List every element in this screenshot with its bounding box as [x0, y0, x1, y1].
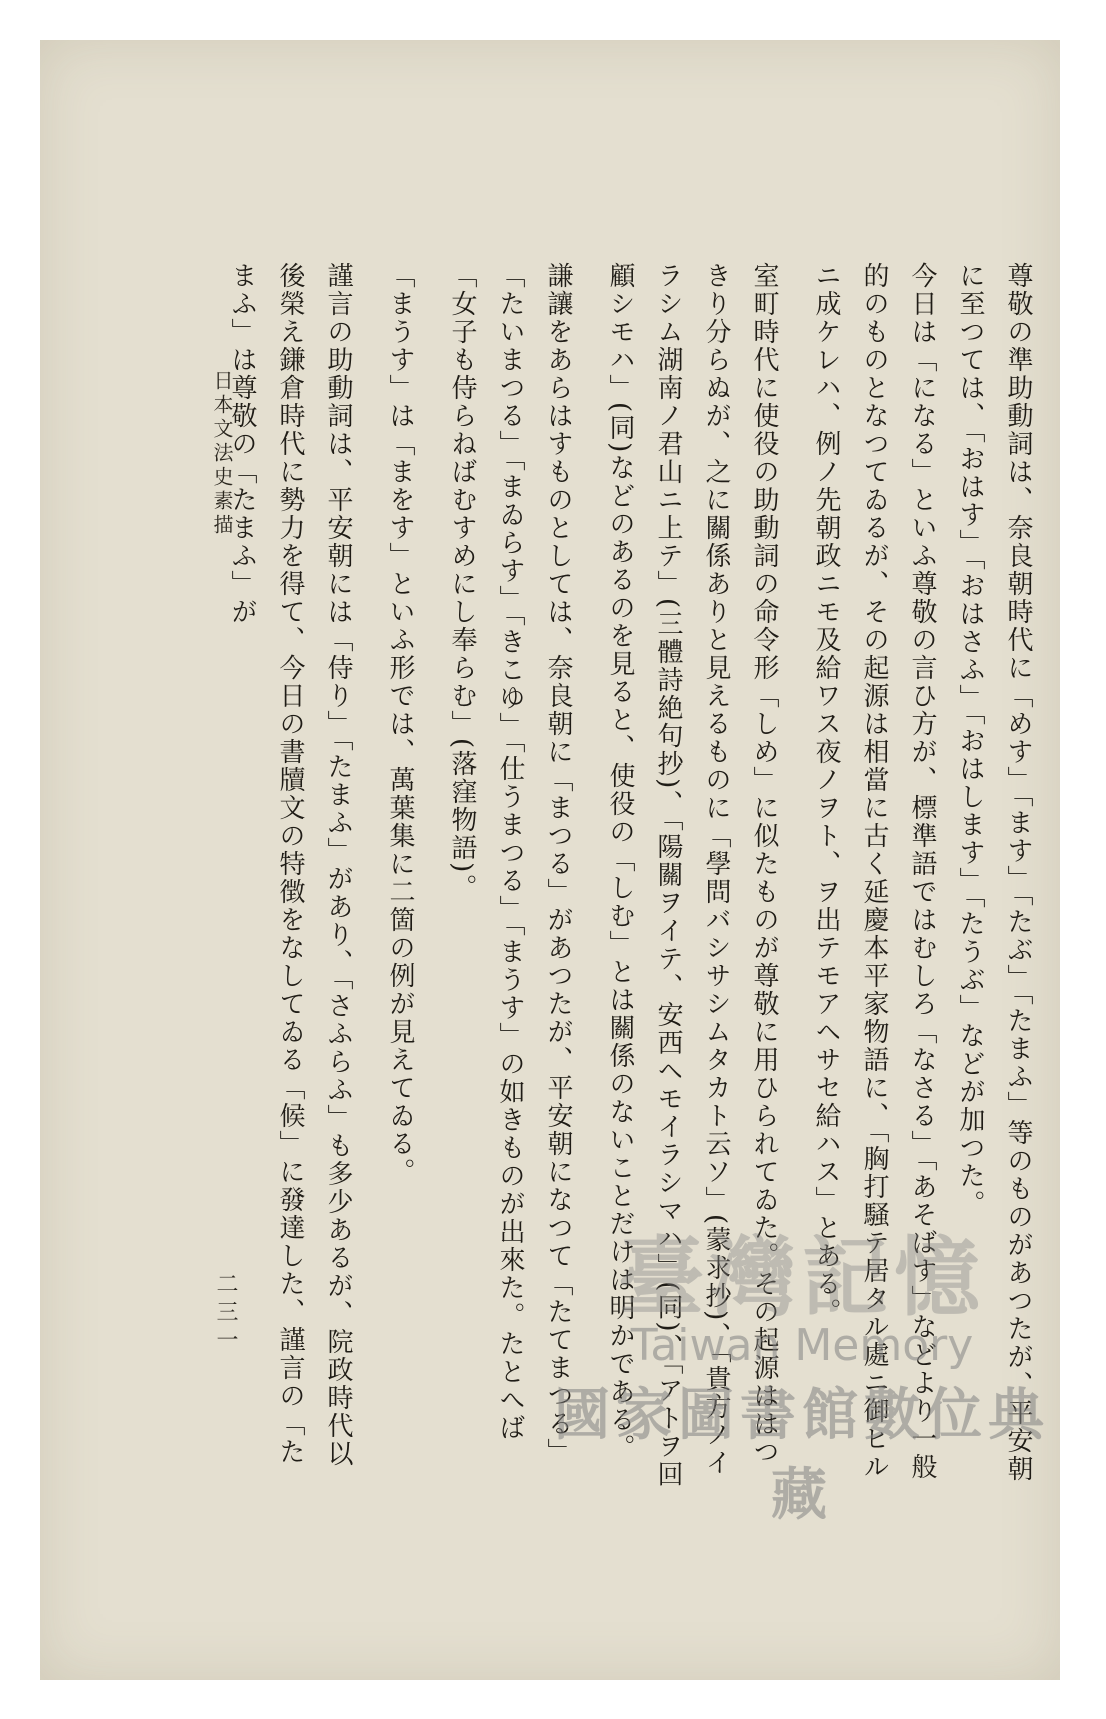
paragraph-honorific-nara: 尊敬の準助動詞は、奈良朝時代に「めす」「ます」「たぶ」「たまふ」等のものがあつたが、平安朝に至つては、「おはす」「おはさふ」「おはします」「たうぶ」などが加つた。: [955, 262, 1033, 1483]
paragraph-polite: 謹言の助動詞は、平安朝には「侍り」「たまふ」があり、「さふらふ」も多少あるが、院政時代以後榮え鎌倉時代に勢力を得て、今日の書牘文の特徴をなしてゐる「候」に發達した、謹言の「たまふ」は尊敬の「たまふ」が: [227, 262, 353, 1468]
running-header-title: 日本文法史素描: [210, 370, 234, 538]
page-number: 二三一: [213, 1272, 238, 1356]
paragraph-mausu: 「まうす」は「まをす」といふ形では、萬葉集に二箇の例が見えてゐる。: [385, 262, 415, 1186]
watermark-chinese: 國家圖書館數位典藏: [554, 1382, 1050, 1528]
body-text: [227, 262, 1042, 1492]
paragraph-ni-naru: 今日は「になる」といふ尊敬の言ひ方が、標準語ではむしろ「なさる」「あそばす」などより一般的のものとなつてゐるが、その起源は相當に古く延慶本平家物語に、「胸打騒テ居タル處ニ御ヒルニ成ケレハ、例ノ先朝政ニモ及給ワス夜ノヲト、ヲ出テモアヘサセ給ハス」とある。: [811, 262, 937, 1481]
paragraph-humble: 謙讓をあらはすものとしては、奈良朝に「まつる」があつたが、平安朝になつて「たてまつる」「たいまつる」「まゐらす」「きこゆ」「仕うまつる」「まうす」の如きものが出來た。たとへば「女子も侍らねばむすめにし奉らむ」(落窪物語)。: [447, 262, 573, 1466]
paragraph-shime: 室町時代に使役の助動詞の命令形「しめ」に似たものが尊敬に用ひられてゐた。その起源ははつきり分らぬが、之に關係ありと見えるものに「學問バシサシムタカト云ソ」(蒙求抄)、「貴方ノイラシム湖南ノ君山ニ上テ」(三體詩絶句抄)、「陽關ヲイテ、安西ヘモイラシマハ」(同)、「アトヲ回顧シモハ」(同)などのあるのを見ると、使役の「しむ」とは關係のないことだけは明かである。: [605, 262, 779, 1489]
watermark-english: Taiwan Memory: [630, 1320, 974, 1371]
watermark-logo: 臺灣記憶: [618, 1227, 986, 1328]
scanned-page: [40, 40, 1060, 1680]
